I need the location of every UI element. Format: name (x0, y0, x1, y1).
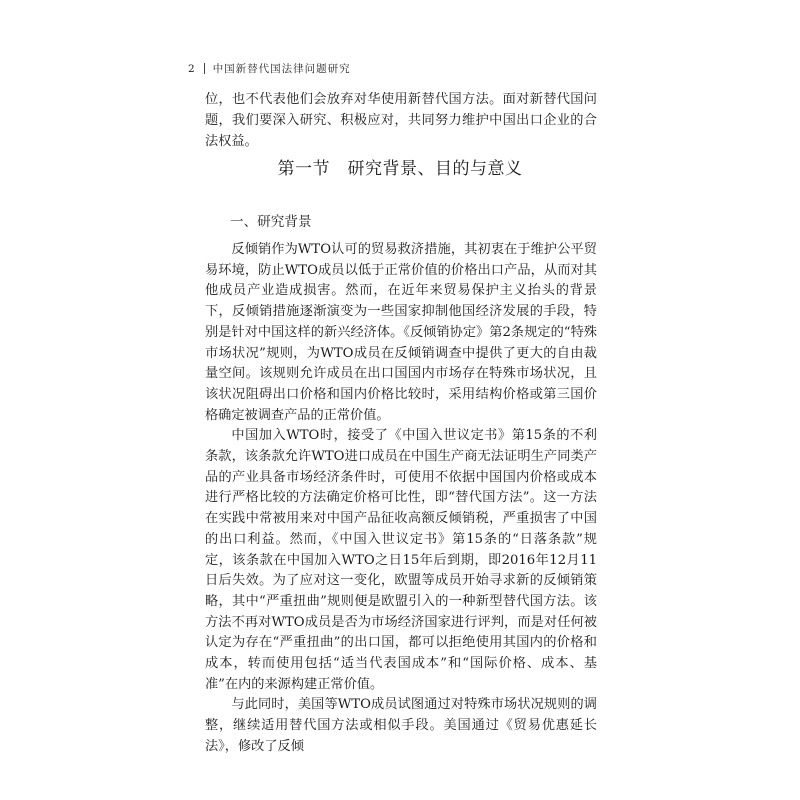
book-title: 中国新替代国法律问题研究 (212, 63, 351, 75)
subsection-heading: 一、研究背景 (230, 214, 312, 230)
running-head-divider (204, 63, 205, 74)
page-number: 2 (188, 62, 196, 75)
running-head (188, 61, 351, 76)
paragraph: 反倾销作为WTO认可的贸易救济措施，其初衷在于维护公平贸易环境，防止WTO成员以低于正常价值的价格出口产品，从而对其他成员产业造成损害。然而，在近年来贸易保护主义抬头的背景下，反倾销措施逐渐演变为一些国家抑制他国经济发展的手段，特别是针对中国这样的新兴经济体。《反倾销协定》第2条规定的“特殊市场状况”规则，为WTO成员在反倾销调查中提供了更大的自由裁量空间。该规则允许成员在出口国国内市场存在特殊市场状况，且该状况阻碍出口价格和国内价格比较时，采用结构价格或第三国价格确定被调查产品的正常价值。 (205, 242, 597, 423)
paragraph: 中国加入WTO时，接受了《中国入世议定书》第15条的不利条款，该条款允许WTO进口成员在中国生产商无法证明生产同类产品的产业具备市场经济条件时，可使用不依据中国国内价格或成本进行严格比较的方法确定价格可比性，即“替代国方法”。这一方法在实践中常被用来对中国产品征收高额反倾销税，严重损害了中国的出口利益。然而，《中国入世议定书》第15条的“日落条款”规定，该条款在中国加入WTO之日15年后到期，即2016年12月11日后失效。为了应对这一变化，欧盟等成员开始寻求新的反倾销策略，其中“严重扭曲”规则便是欧盟引入的一种新型替代国方法。该方法不再对WTO成员是否为市场经济国家进行评判，而是对任何被认定为存在“严重扭曲”的出口国，都可以拒绝使用其国内的价格和成本，转而使用包括“适当代表国成本”和“国际价格、成本、基准”在内的来源构建正常价值。 (205, 428, 597, 692)
body-text (205, 240, 597, 758)
intro-paragraph: 位，也不代表他们会放弃对华使用新替代国方法。面对新替代国问题，我们要深入研究、积极应对，共同努力维护中国出口企业的合法权益。 (205, 92, 597, 149)
section-title: 第一节 研究背景、目的与意义 (277, 159, 523, 179)
paragraph: 与此同时，美国等WTO成员试图通过对特殊市场状况规则的调整，继续适用替代国方法或相似手段。美国通过《贸易优惠延长法》，修改了反倾 (205, 697, 597, 754)
